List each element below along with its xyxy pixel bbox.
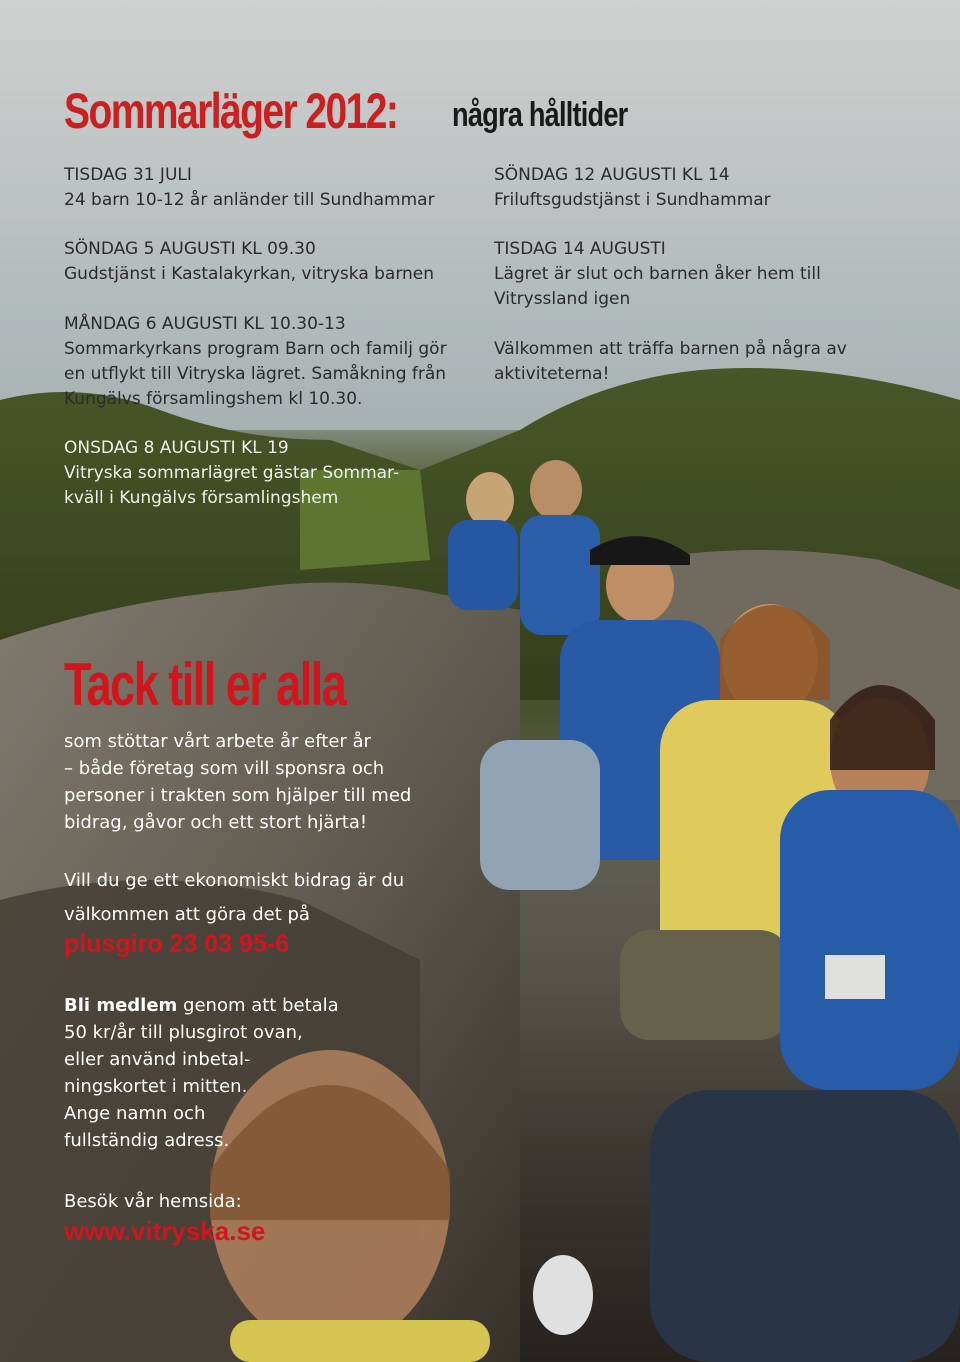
thanks-line: – både företag som vill sponsra och <box>64 758 385 779</box>
welcome-note <box>494 337 847 387</box>
schedule-desc-line: Kungälvs församlingshem kl 10.30. <box>64 389 363 409</box>
headline-subtitle: några hålltider <box>452 96 628 134</box>
schedule-desc-line: Vitryska sommarlägret gästar Sommar- <box>64 463 400 483</box>
schedule-entry <box>494 163 771 213</box>
plusgiro-number: plusgiro 23 03 95-6 <box>64 930 290 958</box>
schedule-desc-line: en utflykt till Vitryska lägret. Samåkning från <box>64 364 447 384</box>
schedule-entry <box>64 163 435 213</box>
headline <box>64 82 864 140</box>
donation-line: välkommen att göra det på <box>64 904 310 925</box>
schedule-desc: Gudstjänst i Kastalakyrkan, vitryska barnen <box>64 264 435 284</box>
schedule-date: TISDAG 14 AUGUSTI <box>494 239 666 259</box>
website-label: Besök vår hemsida: <box>64 1191 242 1212</box>
headline-title: Sommarläger 2012: <box>64 83 398 139</box>
thanks-body <box>64 728 411 836</box>
schedule-desc-line: Lägret är slut och barnen åker hem till <box>494 264 821 284</box>
schedule-date: SÖNDAG 12 AUGUSTI KL 14 <box>494 165 730 185</box>
membership-line: Ange namn och <box>64 1103 206 1124</box>
thanks-line: som stöttar vårt arbete år efter år <box>64 731 371 752</box>
schedule-entry <box>494 237 821 312</box>
schedule-desc-line: Vitryssland igen <box>494 289 631 309</box>
membership-line: ningskortet i mitten. <box>64 1076 248 1097</box>
schedule-desc-line: kväll i Kungälvs församlingshem <box>64 488 339 508</box>
membership-text <box>64 992 339 1154</box>
schedule-date: SÖNDAG 5 AUGUSTI KL 09.30 <box>64 239 316 259</box>
membership-line: 50 kr/år till plusgirot ovan, <box>64 1022 303 1043</box>
welcome-line: Välkommen att träffa barnen på några av <box>494 339 847 359</box>
donation-text <box>64 864 404 932</box>
schedule-entry <box>64 237 434 287</box>
membership-bold: Bli medlem <box>64 995 178 1016</box>
schedule-entry <box>64 312 447 412</box>
membership-lead <box>64 992 339 1019</box>
schedule-date: MÅNDAG 6 AUGUSTI KL 10.30-13 <box>64 314 346 334</box>
donation-line: Vill du ge ett ekonomiskt bidrag är du <box>64 870 405 891</box>
membership-lead-rest: genom att betala <box>177 995 339 1016</box>
membership-line: fullständig adress. <box>64 1130 230 1151</box>
membership-line: eller använd inbetal- <box>64 1049 251 1070</box>
thanks-title: Tack till er alla <box>64 651 346 718</box>
schedule-date: TISDAG 31 JULI <box>64 165 192 185</box>
schedule-desc: Friluftsgudstjänst i Sundhammar <box>494 190 771 210</box>
thanks-line: personer i trakten som hjälper till med <box>64 785 412 806</box>
welcome-line: aktiviteterna! <box>494 364 610 384</box>
website-link[interactable]: www.vitryska.se <box>64 1216 266 1246</box>
thanks-line: bidrag, gåvor och ett stort hjärta! <box>64 812 368 833</box>
schedule-desc-line: Sommarkyrkans program Barn och familj gör <box>64 339 447 359</box>
schedule-desc: 24 barn 10-12 år anländer till Sundhammar <box>64 190 435 210</box>
schedule-date: ONSDAG 8 AUGUSTI KL 19 <box>64 438 289 458</box>
schedule-entry <box>64 436 399 511</box>
